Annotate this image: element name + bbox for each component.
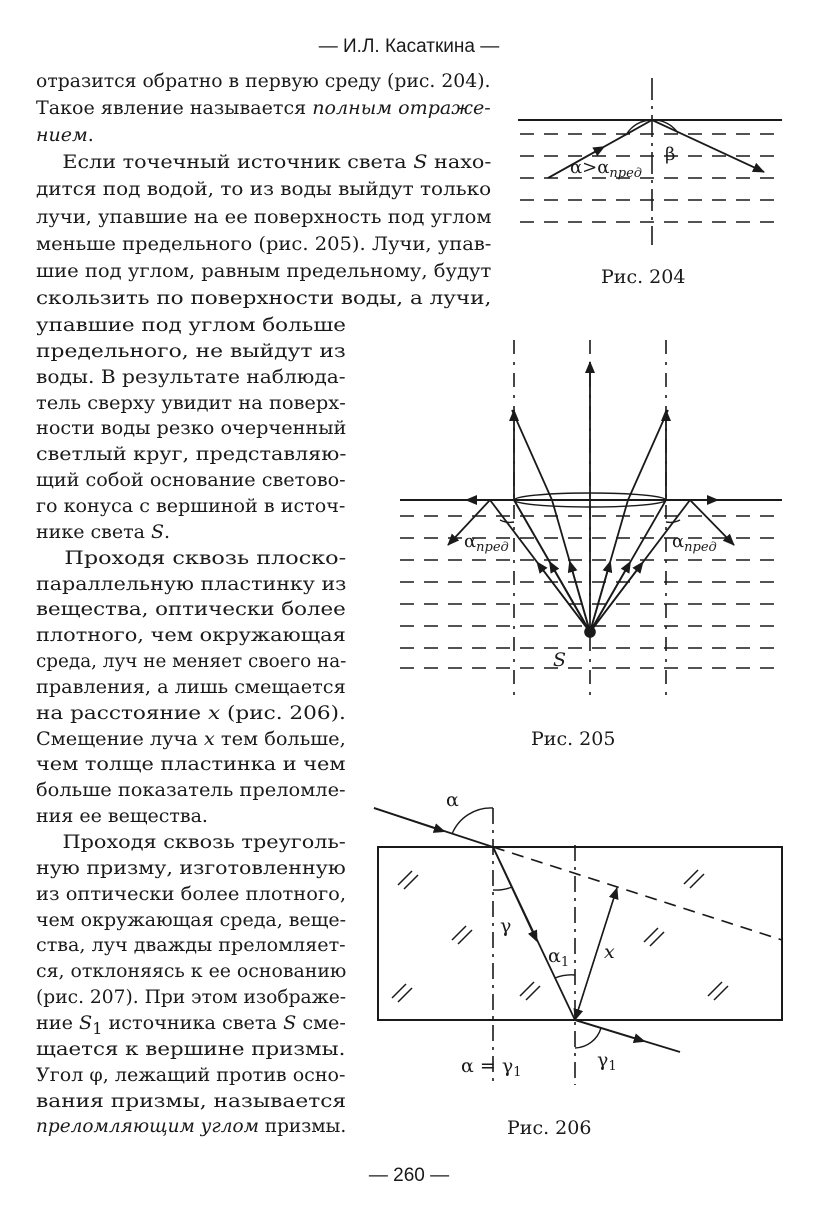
normals — [493, 808, 575, 1085]
fig206-x: x — [604, 941, 615, 963]
text-line: шие под углом, равным предельному, будут — [36, 259, 492, 282]
fig206-gamma: γ — [500, 915, 512, 937]
fig204-beta-label: β — [665, 144, 676, 165]
text-line: вания призмы, называется — [36, 1089, 347, 1112]
fig205-s-label: S — [553, 649, 567, 671]
text-line: дится под водой, то из воды выйдут только — [36, 178, 492, 201]
incident-extension — [493, 847, 782, 940]
text-line: нием. — [36, 124, 94, 147]
hatch-marks — [392, 870, 728, 1002]
fig206-caption: Рис. 206 — [507, 1117, 592, 1139]
text-line: ную призму, изготовленную — [36, 856, 346, 879]
water-dashes — [400, 516, 782, 668]
text-line: преломляющим углом призмы. — [36, 1115, 347, 1138]
text-line: светлый круг, представляю- — [36, 443, 347, 466]
text-line: Такое явление называется полным отраже- — [36, 97, 491, 120]
text-line: отразится обратно в первую среду (рис. 204). — [36, 70, 491, 92]
text-line: тель сверху увидит на поверх- — [36, 391, 346, 414]
fig206-alpha: α — [446, 789, 459, 811]
text-line: скользить по поверхности воды, а лучи, — [36, 286, 492, 309]
fig205-alpha-left: $\alpha_{пред}$ — [464, 531, 509, 555]
fig206-gamma1: $\gamma_1$ — [597, 1049, 617, 1074]
text-line: меньше предельного (рис. 205). Лучи, упав- — [36, 232, 492, 255]
text-line: больше показатель преломле- — [36, 779, 346, 802]
text-line: параллельную пластинку из — [36, 572, 347, 595]
text-line: воды. В результате наблюда- — [36, 365, 346, 388]
text-line: го конуса с вершиной в источ- — [36, 494, 346, 517]
text-line: щий собой основание светово- — [36, 469, 346, 492]
fig205-caption: Рис. 205 — [531, 728, 616, 750]
plate — [378, 847, 782, 1020]
text-line: вещества, оптически более — [36, 598, 346, 621]
text-line: из оптически более плотного, — [36, 882, 347, 905]
text-line: ся, отклоняясь к ее основанию — [36, 960, 347, 983]
fig206-alpha1: $\alpha_1$ — [548, 945, 570, 970]
text-line: ства, луч дважды преломляет- — [36, 934, 346, 957]
figure-205 — [400, 340, 782, 695]
text-line: Если точечный источник света S нахо- — [36, 151, 492, 174]
rays — [448, 362, 734, 632]
text-line: Проходя сквозь треуголь- — [36, 831, 346, 853]
fig204-alpha-label: $\alpha>\alpha_{пред}$ — [570, 157, 643, 181]
text-line: Угол φ, лежащий против осно- — [36, 1063, 346, 1086]
text-line: правления, а лишь смещается — [36, 675, 346, 698]
text-line: щается к вершине призмы. — [36, 1037, 346, 1060]
figure-206 — [374, 808, 782, 1085]
text-line: плотного, чем окружающая — [36, 624, 346, 647]
text-line: Проходя сквозь плоско- — [36, 546, 347, 569]
text-line: нике света S. — [36, 520, 171, 543]
text-line: на расстояние x (рис. 206). — [36, 701, 346, 724]
text-line: предельного, не выйдут из — [36, 339, 346, 362]
figure-204 — [518, 78, 782, 245]
text-line: лучи, упавшие на ее поверхность под углом — [36, 205, 492, 228]
text-line: чем окружающая среда, веще- — [36, 908, 347, 931]
text-line: (рис. 207). При этом изображе- — [36, 986, 347, 1009]
text-line: упавшие под углом больше — [36, 314, 346, 336]
running-header: — И.Л. Касаткина — — [318, 36, 500, 57]
fig204-caption: Рис. 204 — [601, 266, 686, 288]
text-line: ности воды резко очерченный — [36, 417, 347, 440]
text-line: Смещение луча x тем больше, — [36, 727, 346, 750]
text-line: ния ее вещества. — [36, 805, 208, 828]
fig206-equation: $\alpha = \gamma_1$ — [461, 1055, 522, 1080]
text-line: чем толще пластинка и чем — [36, 753, 346, 776]
fig205-alpha-right: $\alpha_{пред}$ — [672, 531, 717, 555]
text-line: ние $S_1$ источника света S сме- — [36, 1011, 346, 1038]
water-dashes — [520, 134, 782, 222]
page-number: — 260 — — [368, 1165, 450, 1186]
text-line: среда, луч не меняет своего на- — [36, 650, 347, 673]
point-source — [585, 627, 595, 637]
